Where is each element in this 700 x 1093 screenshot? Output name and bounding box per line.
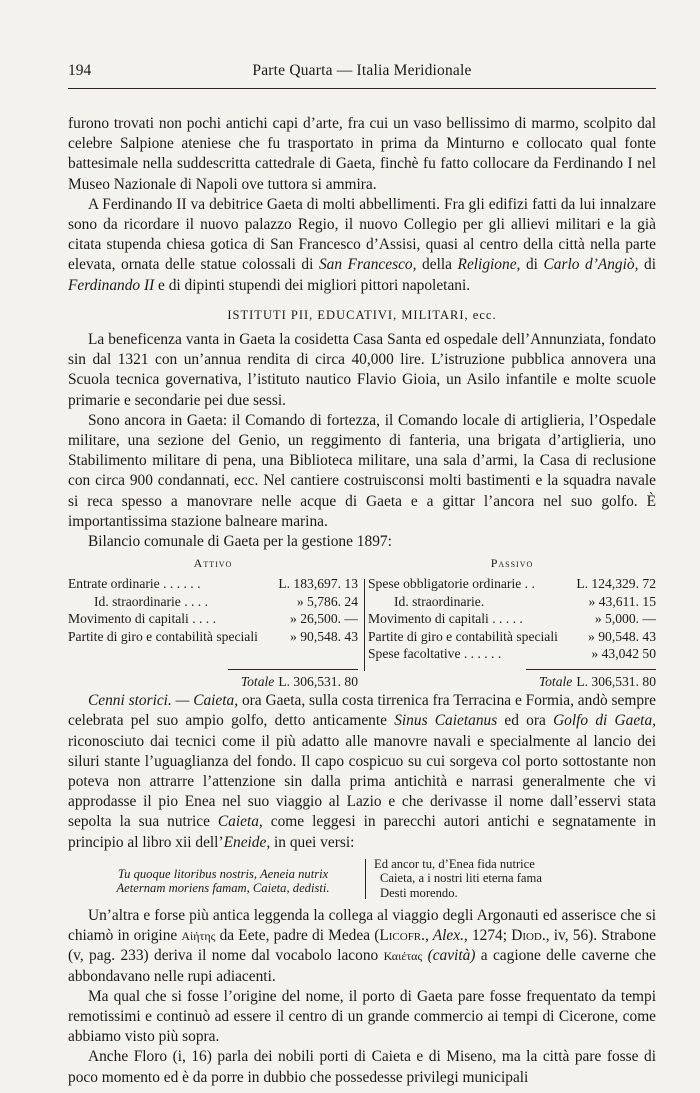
attivo-row xyxy=(68,575,358,593)
attivo-column xyxy=(68,555,358,690)
total-rule xyxy=(526,669,656,670)
attivo-row xyxy=(68,593,358,611)
row-label: Partite di giro e contabilità speciali xyxy=(368,628,558,644)
row-label: Movimento di capitali . . . . xyxy=(68,611,216,627)
row-label: Partite di giro e contabilità speciali xyxy=(68,628,258,644)
italic-run: Carlo d’Angiò, xyxy=(543,256,639,274)
text-run: ed ora xyxy=(497,712,554,730)
total-label: Totale xyxy=(240,674,275,690)
italic-run: Eneide, xyxy=(223,833,271,851)
text-run: A Ferdinando II va debitrice Gaeta di molti abbellimenti. Fra gli edifizi fatti da lui innalzare sono da ricordare il nuovo palazzo Regio, il nuovo Collegio per gli allievi militari e la già citata stupenda chiesa gotica di San Francesco d’Assisi, quasi al centro della città nella parte elevata, ornata delle statue colossali di xyxy=(68,195,656,274)
verse-line: Caieta, a i nostri liti eterna fama xyxy=(380,871,542,886)
row-amount: » 43,042 50 xyxy=(591,646,656,662)
passivo-row xyxy=(368,593,656,611)
passivo-row xyxy=(368,628,656,646)
italic-run: (cavità) xyxy=(422,947,476,965)
total-rule xyxy=(228,669,358,670)
row-amount: L. 124,329. 72 xyxy=(576,576,656,592)
page-number: 194 xyxy=(68,62,92,79)
text-run: da Eete, padre di Medea ( xyxy=(215,927,380,945)
row-amount: L. 183,697. 13 xyxy=(278,576,358,592)
italic-run: Alex., xyxy=(428,927,468,945)
attivo-total xyxy=(241,673,358,691)
row-label: Id. straordinarie. xyxy=(394,593,485,609)
italic-run: Caieta, xyxy=(217,813,263,831)
total-amount: L. 306,531. 80 xyxy=(278,674,358,690)
paragraph-6 xyxy=(68,691,656,853)
total-amount: L. 306,531. 80 xyxy=(576,674,656,690)
paragraph-4: Sono ancora in Gaeta: il Comando di fortezza, il Comando locale di artiglieria, l’Ospedale militare, una sezione del Genio, un reggimento di fanteria, una brigata d’artiglieria, uno Stabilimento militare di pena, una Biblioteca militare, una sala d’armi, la Casa di reclusione con circa 900 condannati, ecc. Nel cantiere costruisconsi molti bastimenti e la squadra navale si reca spesso a manovrare nelle acque di Gaeta e a gittar l’ancora nel suo golfo. È importantissima stazione balneare marina. xyxy=(68,411,656,530)
row-amount: » 90,548. 43 xyxy=(588,628,656,644)
small-caps-run: Licofr., xyxy=(379,927,429,945)
row-amount: » 5,000. — xyxy=(594,611,656,627)
italic-run: Golfo di Gaeta, xyxy=(553,712,656,730)
verse-quotation xyxy=(68,857,656,903)
attivo-row xyxy=(68,628,358,646)
greek-word: Αἰήτης xyxy=(181,929,216,944)
italic-run: San Francesco, xyxy=(318,256,417,274)
row-label: Spese facoltative . . . . . . xyxy=(368,646,502,662)
row-amount: » 26,500. — xyxy=(290,611,358,627)
verse-divider xyxy=(365,859,366,899)
text-run: a cagione delle caverne che abbondavano nelle rupi adiacenti. xyxy=(68,947,656,985)
text-run: come leggesi in parecchi autori antichi e segnatamente in principio al libro xii dell’ xyxy=(68,813,656,851)
passivo-row xyxy=(368,575,656,593)
row-amount: » 90,548. 43 xyxy=(290,628,358,644)
paragraph-7 xyxy=(68,906,656,987)
text-run: di xyxy=(638,256,657,274)
total-label: Totale xyxy=(538,674,573,690)
italic-run: Cenni storici. — Caieta, xyxy=(88,692,239,710)
attivo-title: Attivo xyxy=(193,556,233,571)
row-amount: » 5,786. 24 xyxy=(296,593,358,609)
paragraph-8: Ma qual che si fosse l’origine del nome, il porto di Gaeta pare fosse frequentato da tempi remotissimi e continuò ad essere il centro di un grande commercio ai tempi di Cicerone, come abbiamo visto più sopra. xyxy=(68,987,656,1046)
verse-line: Desti morendo. xyxy=(380,885,458,900)
page-header xyxy=(68,58,656,89)
row-label: Movimento di capitali . . . . . xyxy=(368,611,523,627)
paragraph-9: Anche Floro (i, 16) parla dei nobili porti di Caieta e di Miseno, ma la città pare fosse di poco momento ed è da porre in dubbio che possedesse privilegi municipali xyxy=(68,1048,656,1086)
text-run: riconosciuto dai tecnici come il più adatto alle manovre navali e specialmente al lancio dei siluri stante l’uguaglianza del fondo. Il capo cospicuo su cui sorgeva col porto sottostante non poteva non attrarre l’attenzione sin dalla prima antichità e narrasi generalmente che vi approdasse il pio Enea nel suo viaggio al Lazio e che derivasse il nome dall’esservi stata sepolta la sua nutrice xyxy=(68,732,656,831)
paragraph-5: Bilancio comunale di Gaeta per la gestione 1897: xyxy=(88,533,392,551)
passivo-column xyxy=(368,555,656,690)
paragraph-3: La beneficenza vanta in Gaeta la cosidetta Casa Santa ed ospedale dell’Annunziata, fondato sin dal 1321 con un’annua rendita di circa 40,000 lire. L’istruzione pubblica annovera una Scuola tecnica governativa, l’istituto nautico Flavio Gioia, un Asilo infantile e molte scuole primarie e secondarie pei due sessi. xyxy=(68,331,656,409)
passivo-title: Passivo xyxy=(490,556,534,571)
paragraph-2 xyxy=(68,195,656,296)
text-run: 1274; xyxy=(467,927,512,945)
column-divider xyxy=(364,579,365,671)
verse-line: Aeternam moriens famam, Caieta, dedisti. xyxy=(116,881,330,896)
latin-verse xyxy=(88,867,358,896)
passivo-total xyxy=(539,673,656,691)
attivo-row xyxy=(68,610,358,628)
text-run: ora Gaeta, sulla costa tirrenica fra Terracina e Formia, andò sempre celebrata pel suo ampio golfo, detto anticamente xyxy=(68,692,657,730)
row-label: Id. straordinarie . . . . xyxy=(94,593,209,609)
italian-verse xyxy=(374,857,542,901)
italic-run: Sinus Caietanus xyxy=(394,712,498,730)
passivo-row xyxy=(368,610,656,628)
row-label: Spese obbligatorie ordinarie . . xyxy=(368,576,535,592)
italic-run: Ferdinando II xyxy=(68,276,155,294)
running-title: Parte Quarta — Italia Meridionale xyxy=(252,62,472,79)
passivo-row xyxy=(368,645,656,663)
text-run: e di dipinti stupendi dei migliori pittori napoletani. xyxy=(154,276,471,294)
row-label: Entrate ordinarie . . . . . . xyxy=(68,576,201,592)
italic-run: Religione, xyxy=(457,256,521,274)
small-caps-run: Diod., xyxy=(511,927,550,945)
text-run: della xyxy=(416,256,458,274)
text-run: iv, 56). Strabone (v, pag. 233) deriva il nome dal vocabolo lacono xyxy=(68,927,656,965)
section-title: ISTITUTI PII, EDUCATIVI, MILITARI, ecc. xyxy=(227,307,497,322)
text-run: di xyxy=(520,256,544,274)
page-body xyxy=(68,114,656,1088)
paragraph-1: furono trovati non pochi antichi capi d’arte, fra cui un vaso bellissimo di marmo, scolpito dal celebre Salpione ateniese che fu trasportato in prima da Minturno e collocato qual fonte battesimale nella suddescritta cattedrale di Gaeta, finchè fu fatto collocare da Ferdinando I nel Museo Nazionale di Napoli ove tuttora si ammira. xyxy=(68,115,656,193)
verse-line: Tu quoque litoribus nostris, Aeneia nutrix xyxy=(117,866,329,881)
verse-line: Ed ancor tu, d’Enea fida nutrice xyxy=(374,856,535,871)
greek-word: Καιέτας xyxy=(383,949,423,964)
text-run: Un’altra e forse più antica leggenda la collega al viaggio degli Argonauti ed asserisce che si chiamò in origine xyxy=(68,906,656,945)
budget-table xyxy=(68,555,656,690)
row-amount: » 43,611. 15 xyxy=(588,593,656,609)
text-run: in quei versi: xyxy=(270,833,355,851)
